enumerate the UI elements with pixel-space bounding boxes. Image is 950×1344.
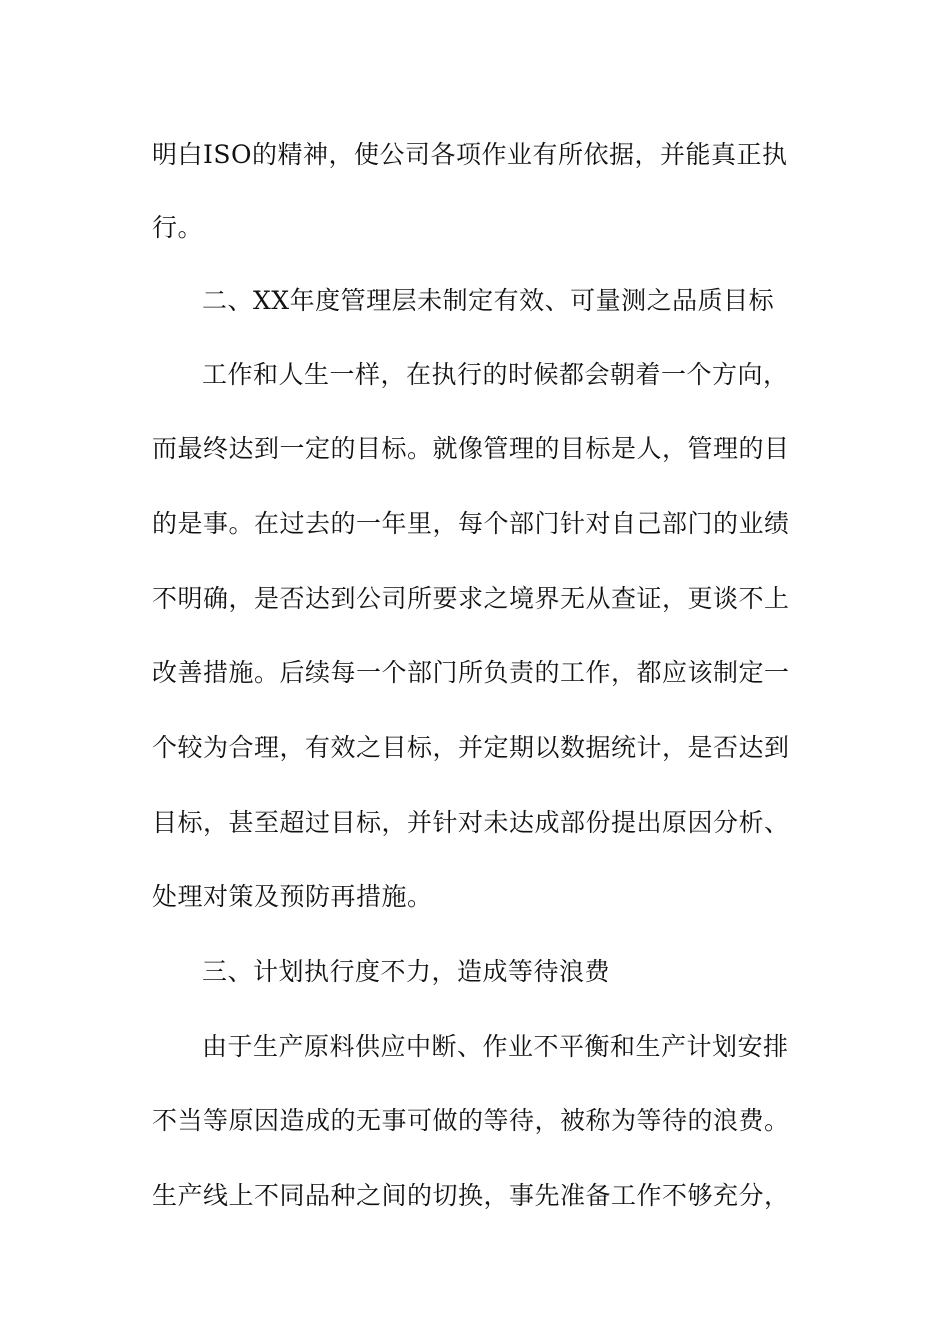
paragraph-line: 改善措施。后续每一个部门所负责的工作，都应该制定一 — [152, 658, 790, 687]
paragraph-line: 不当等原因造成的无事可做的等待，被称为等待的浪费。 — [152, 1106, 790, 1135]
paragraph-line: 工作和人生一样，在执行的时候都会朝着一个方向， — [202, 360, 789, 389]
paragraph-line: 不明确，是否达到公司所要求之境界无从查证，更谈不上 — [152, 584, 790, 613]
paragraph-line: 由于生产原料供应中断、作业不平衡和生产计划安排 — [202, 1032, 789, 1061]
paragraph-line: 个较为合理，有效之目标，并定期以数据统计，是否达到 — [152, 733, 790, 762]
paragraph-line: 的是事。在过去的一年里，每个部门针对自己部门的业绩 — [152, 509, 790, 538]
paragraph-line: 而最终达到一定的目标。就像管理的目标是人，管理的目 — [152, 434, 790, 463]
paragraph-line: 目标，甚至超过目标，并针对未达成部份提出原因分析、 — [152, 808, 790, 837]
paragraph-line: 生产线上不同品种之间的切换，事先准备工作不够充分， — [152, 1181, 790, 1210]
paragraph-line: 处理对策及预防再措施。 — [152, 882, 433, 911]
section-heading-3: 三、计划执行度不力，造成等待浪费 — [202, 957, 611, 986]
paragraph-line: 明白ISO的精神，使公司各项作业有所依据，并能真正执 — [152, 140, 788, 169]
paragraph-line: 行。 — [152, 213, 204, 242]
section-heading-2: 二、XX年度管理层未制定有效、可量测之品质目标 — [202, 286, 775, 315]
